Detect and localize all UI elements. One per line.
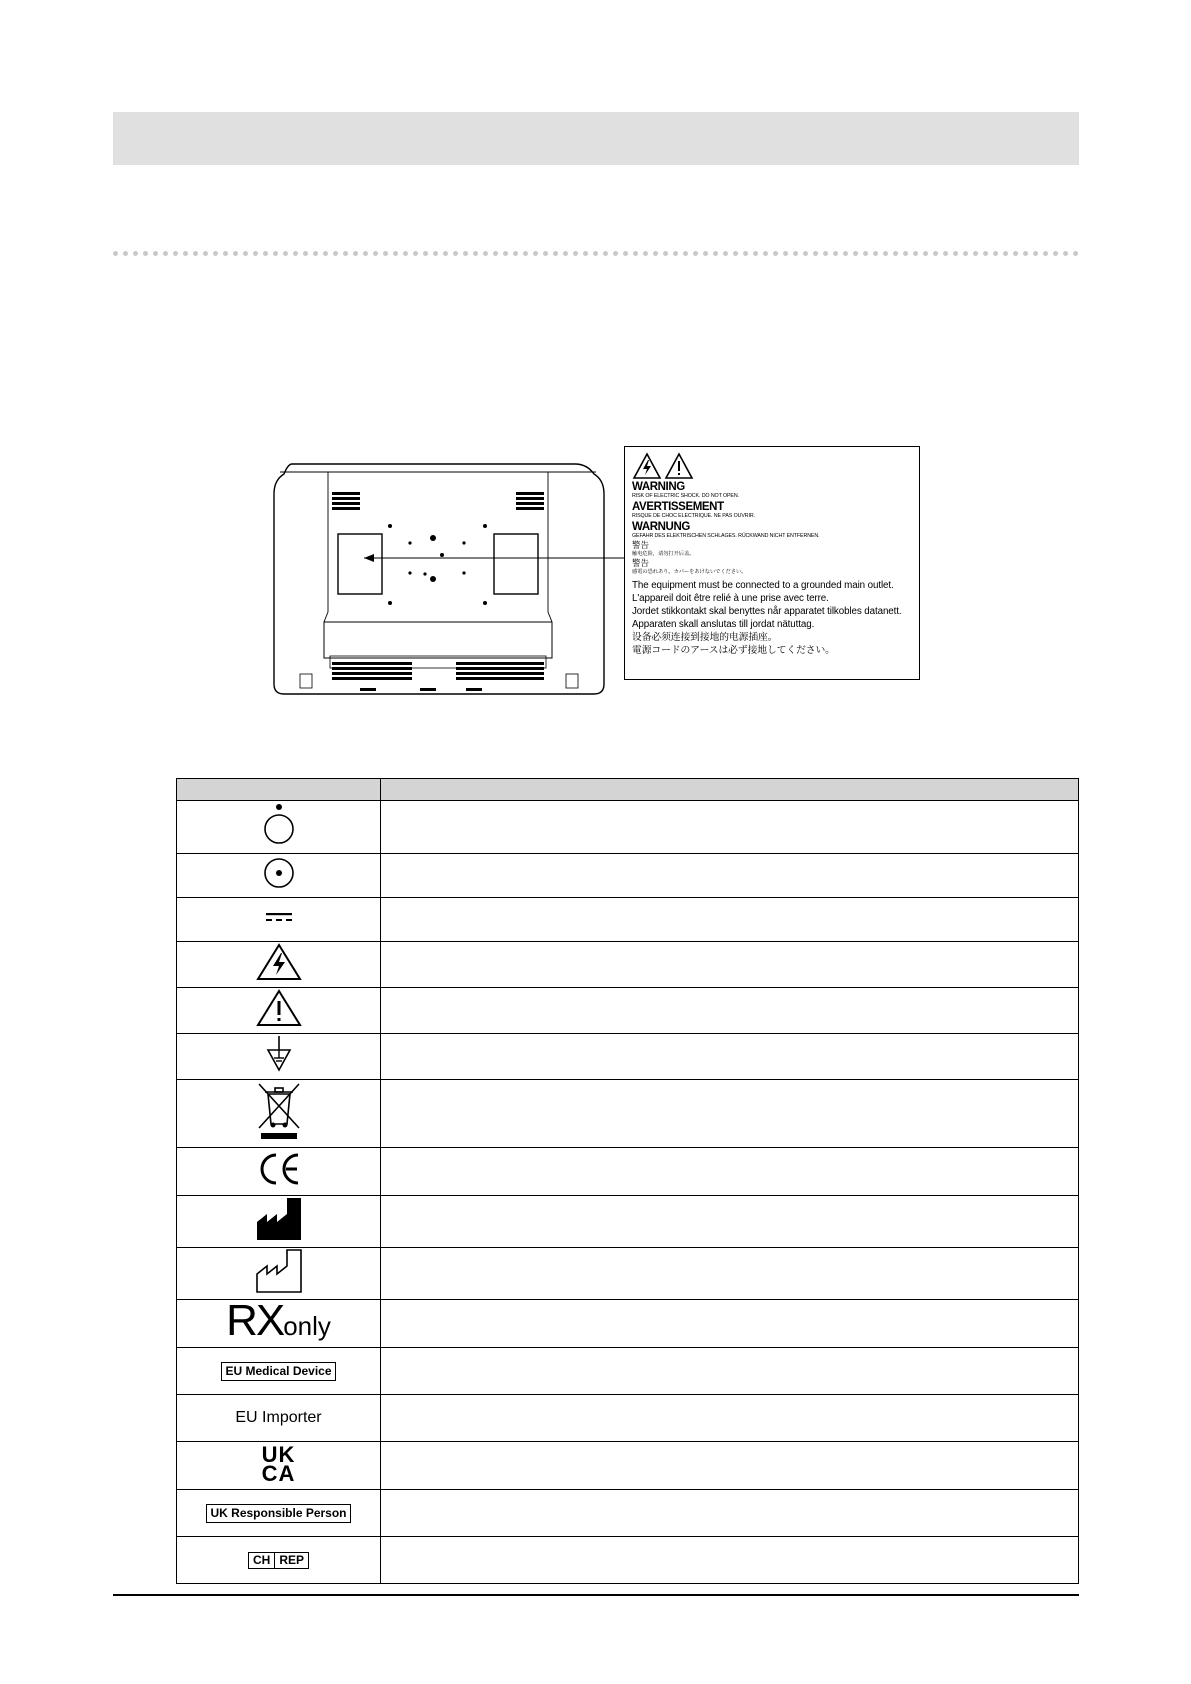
label-line: Apparaten skall anslutas till jordat nätuttag.: [632, 619, 815, 630]
table-row: [177, 898, 1079, 942]
table-row: [177, 1248, 1079, 1300]
symbol-cell: [177, 1148, 381, 1196]
power-standby-icon: [262, 803, 296, 847]
table-row: [177, 854, 1079, 898]
main-power-icon: [262, 856, 296, 890]
description-cell: [381, 988, 1079, 1034]
label-heading-zh: 警告: [632, 540, 650, 550]
label-line: 设备必须连接到接地的电源插座。: [632, 632, 778, 643]
weee-crossed-bin-icon: [255, 1080, 303, 1142]
direct-current-icon: [264, 910, 294, 924]
dotted-divider: [113, 251, 1079, 256]
rx-only-symbol: [226, 1296, 331, 1345]
table-row: [177, 1348, 1079, 1395]
description-cell: [381, 1148, 1079, 1196]
label-sub-fr: RISQUE DE CHOC ELECTRIQUE. NE PAS OUVRIR.: [632, 513, 755, 519]
table-row: [177, 1148, 1079, 1196]
ukca-mark-symbol: [261, 1442, 296, 1486]
symbol-cell: [177, 1395, 381, 1442]
label-sub-en: RISK OF ELECTRIC SHOCK. DO NOT OPEN.: [632, 493, 739, 499]
manufacturer-icon: [255, 1196, 303, 1242]
label-sub-ja: 感電の恐れあり。カバーをあけないでください。: [632, 569, 747, 575]
ch-rep-symbol: [248, 1552, 309, 1569]
electric-shock-warning-icon: [632, 452, 662, 480]
symbol-cell: [177, 1196, 381, 1248]
table-row: [177, 1080, 1079, 1148]
table-row: [177, 1395, 1079, 1442]
label-heading-fr: AVERTISSEMENT: [632, 501, 724, 513]
symbol-cell: [177, 1296, 381, 1348]
description-cell: [381, 1490, 1079, 1537]
ce-mark-icon: [256, 1152, 302, 1186]
table-row: [177, 1537, 1079, 1584]
rx-text: RX: [226, 1296, 284, 1345]
ukca-line-1: UK: [261, 1442, 296, 1467]
electric-shock-warning-icon: [255, 942, 303, 982]
label-grounding-lines: [632, 579, 912, 657]
table-row: [177, 1490, 1079, 1537]
table-row: [177, 1300, 1079, 1348]
symbols-table: [176, 778, 1079, 1584]
warning-label: [624, 446, 920, 680]
description-cell: [381, 1395, 1079, 1442]
equipotential-ground-icon: [264, 1034, 294, 1074]
label-line: The equipment must be connected to a grounded main outlet.: [632, 580, 894, 591]
label-line: 電源コードのアースは必ず接地してください。: [632, 645, 835, 656]
description-cell: [381, 1196, 1079, 1248]
label-sub-zh: 触电危险，请勿打开后盖。: [632, 551, 695, 557]
table-row: [177, 942, 1079, 988]
header-symbol: [177, 779, 381, 801]
description-cell: [381, 1080, 1079, 1148]
symbol-cell: [177, 1490, 381, 1537]
header-description: [381, 779, 1079, 801]
symbol-cell: [177, 1034, 381, 1080]
table-row: [177, 988, 1079, 1034]
uk-responsible-person-symbol: UK Responsible Person: [206, 1504, 350, 1523]
symbol-cell: [177, 898, 381, 942]
eu-importer-symbol: EU Importer: [235, 1409, 322, 1426]
caution-icon: [664, 452, 694, 480]
label-heading-de: WARNUNG: [632, 521, 690, 533]
description-cell: [381, 1248, 1079, 1300]
description-cell: [381, 1442, 1079, 1490]
symbol-cell: [177, 1248, 381, 1300]
description-cell: [381, 1348, 1079, 1395]
section-header-bar: [113, 112, 1079, 165]
description-cell: [381, 854, 1079, 898]
table-row: [177, 1196, 1079, 1248]
label-line: L'appareil doit être relié à une prise avec terre.: [632, 593, 829, 604]
only-text: only: [283, 1311, 331, 1341]
label-warning-icons: [632, 450, 912, 480]
label-sub-de: GEFAHR DES ELEKTRISCHEN SCHLAGES. RÜCKWAND NICHT ENTFERNEN.: [632, 533, 820, 539]
symbol-cell: [177, 854, 381, 898]
footer-rule: [113, 1594, 1079, 1596]
ch-part: CH: [252, 1553, 271, 1567]
ukca-line-2: CA: [261, 1461, 296, 1486]
symbol-cell: [177, 1537, 381, 1584]
description-cell: [381, 1300, 1079, 1348]
label-line: Jordet stikkontakt skal benyttes når apparatet tilkobles datanett.: [632, 606, 902, 617]
symbol-cell: [177, 1442, 381, 1490]
label-heading-en: WARNING: [632, 481, 685, 493]
eu-medical-device-symbol: EU Medical Device: [221, 1362, 335, 1381]
symbol-cell: [177, 801, 381, 854]
label-heading-ja: 警告: [632, 558, 650, 568]
table-row: [177, 801, 1079, 854]
table-row: [177, 1442, 1079, 1490]
table-header-row: [177, 779, 1079, 801]
table-row: [177, 1034, 1079, 1080]
caution-icon: [255, 988, 303, 1028]
date-of-manufacture-icon: [255, 1248, 303, 1294]
description-cell: [381, 942, 1079, 988]
rep-part: REP: [274, 1553, 308, 1568]
symbol-cell: [177, 942, 381, 988]
description-cell: [381, 801, 1079, 854]
description-cell: [381, 1537, 1079, 1584]
symbol-cell: [177, 1348, 381, 1395]
symbol-cell: [177, 988, 381, 1034]
description-cell: [381, 898, 1079, 942]
symbol-cell: [177, 1080, 381, 1148]
description-cell: [381, 1034, 1079, 1080]
monitor-rear-illustration: [270, 462, 630, 698]
